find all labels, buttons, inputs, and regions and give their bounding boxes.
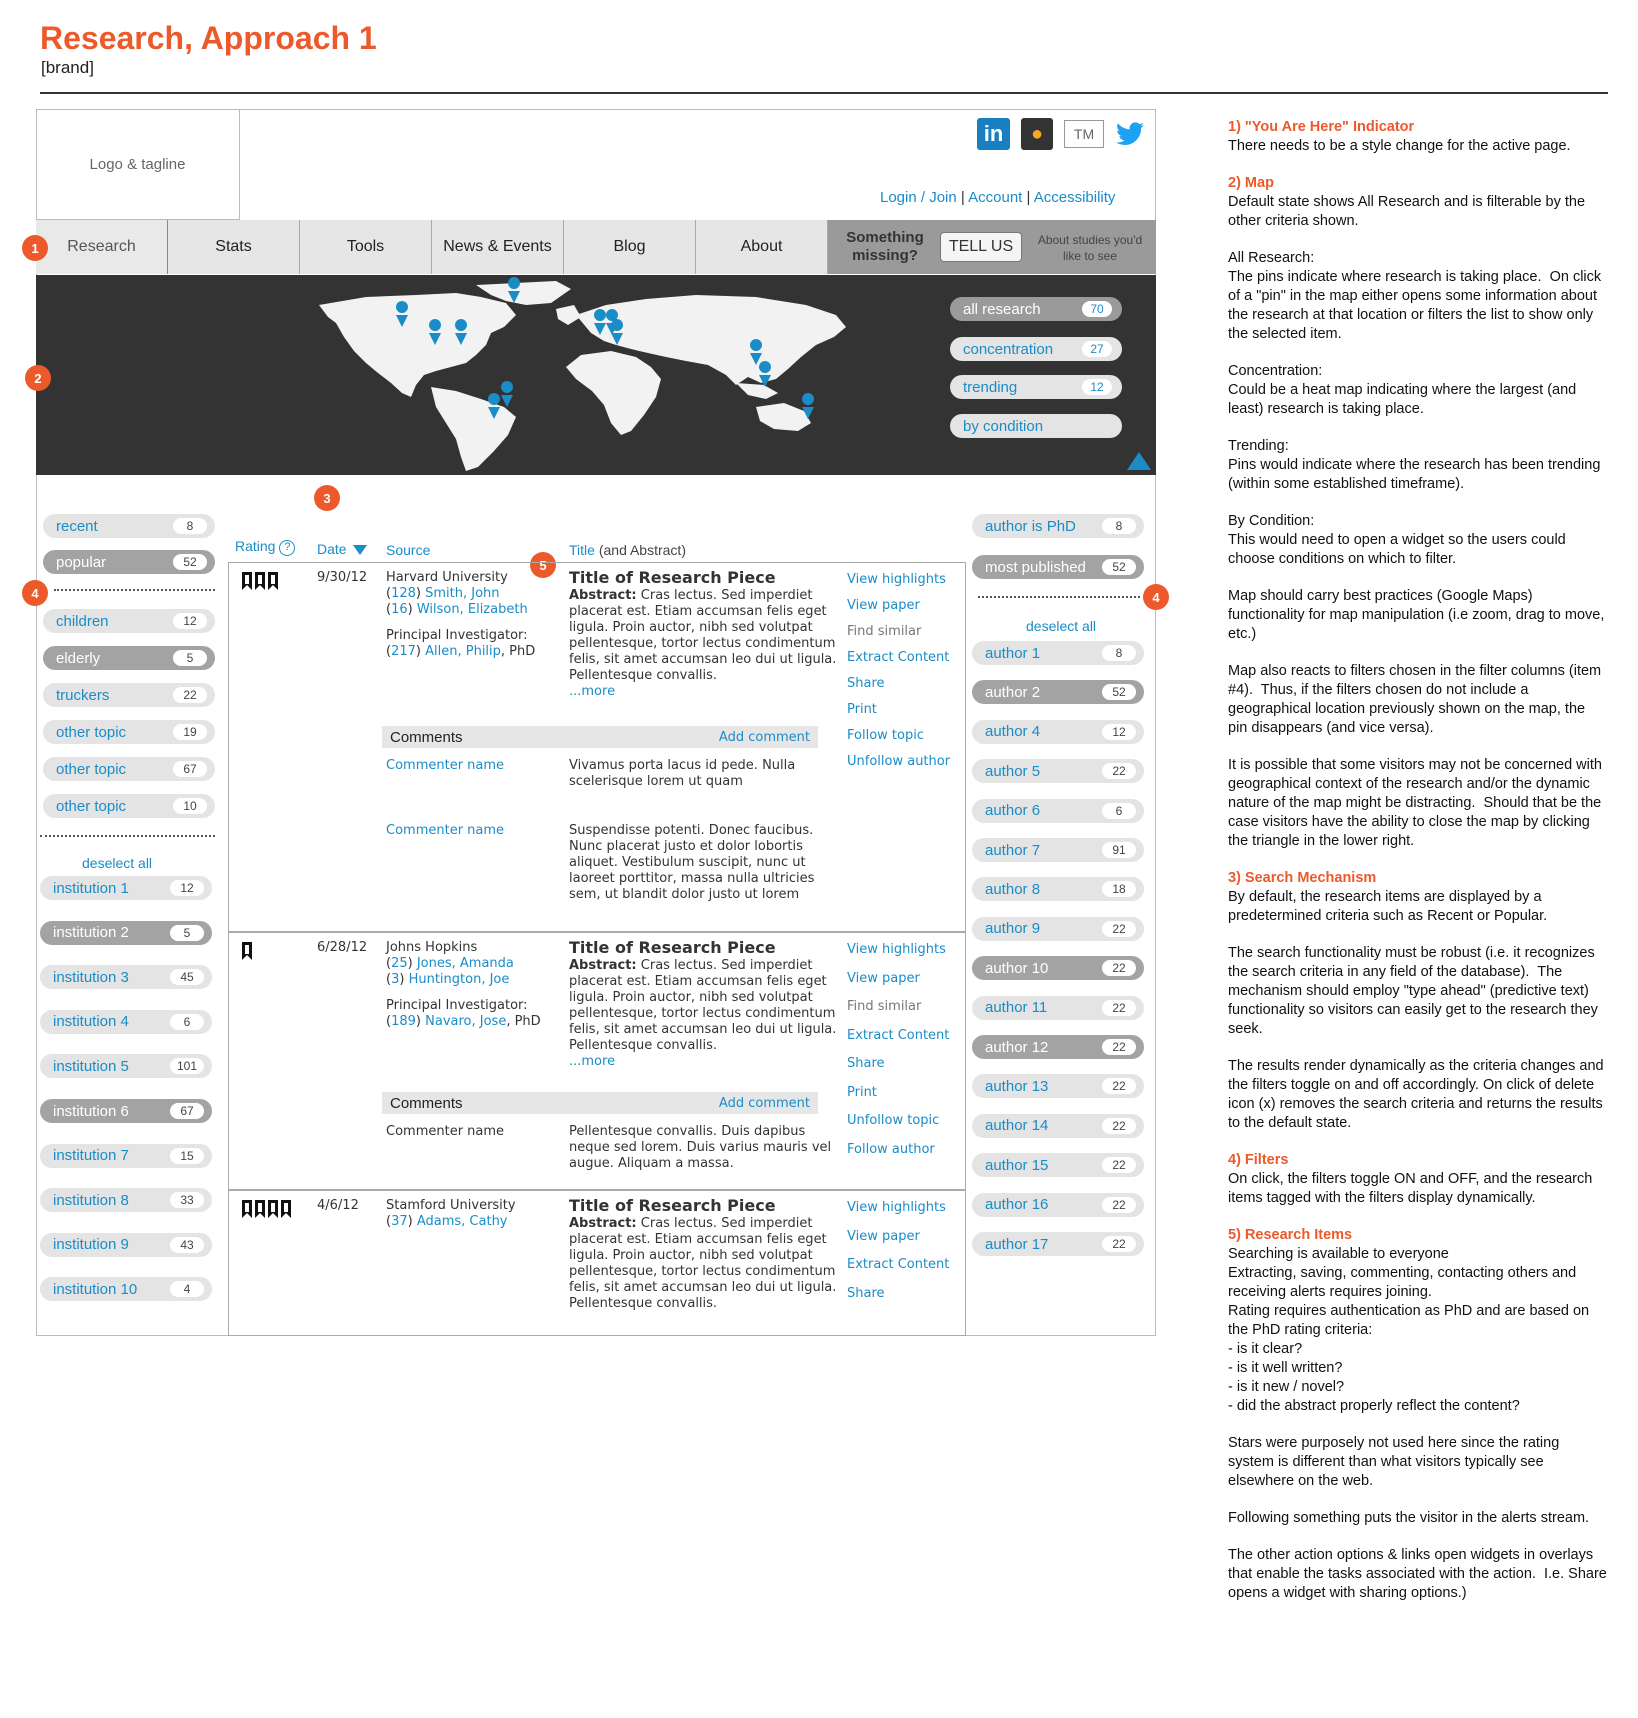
- bookmark-icon[interactable]: [281, 1200, 291, 1218]
- author-line[interactable]: (128) Smith, John: [386, 586, 500, 601]
- filter-label: author 12: [985, 1038, 1049, 1056]
- filter-count: 6: [170, 1014, 204, 1030]
- tab-about[interactable]: About: [696, 220, 828, 274]
- spacer: [386, 988, 556, 998]
- author-filter-9[interactable]: [972, 996, 1144, 1020]
- comment-text: Vivamus porta lacus id pede. Nulla scelerisque lorem ut quam: [569, 758, 796, 789]
- bookmark-icon[interactable]: [242, 1200, 252, 1218]
- filter-count: 33: [170, 1192, 204, 1208]
- link-separator: |: [956, 189, 969, 206]
- filter-count: 4: [170, 1281, 204, 1297]
- title-header-label: Title: [569, 542, 595, 558]
- author-filter-7[interactable]: [972, 917, 1144, 941]
- abstract-label: Abstract:: [569, 588, 637, 603]
- item-date: 4/6/12: [317, 1198, 359, 1213]
- action-follow-author[interactable]: Follow author: [847, 1141, 935, 1157]
- author-filter-2[interactable]: [972, 720, 1144, 744]
- institution-filter-8[interactable]: [40, 1233, 212, 1257]
- author-link[interactable]: Wilson, Elizabeth: [416, 602, 528, 617]
- annotation-badge-5: 5: [530, 552, 556, 578]
- author-filter-14[interactable]: [972, 1193, 1144, 1217]
- author-filter-1[interactable]: [972, 680, 1144, 704]
- map-toggle-label: trending: [963, 378, 1018, 396]
- action-print[interactable]: Print: [847, 1084, 877, 1100]
- brand-label: [brand]: [41, 58, 94, 77]
- filter-label: author 16: [985, 1196, 1049, 1214]
- filter-label: author 1: [985, 644, 1041, 662]
- author-filter-13[interactable]: [972, 1153, 1144, 1177]
- account-links: [880, 189, 1115, 206]
- filter-label: author 17: [985, 1235, 1049, 1253]
- item-date: 6/28/12: [317, 940, 368, 955]
- map-pin-icon: [501, 381, 513, 407]
- filter-label: recent: [56, 517, 98, 535]
- filter-label: author 9: [985, 920, 1041, 938]
- about-studies-label: About studies you'd like to see: [1037, 233, 1143, 263]
- topic-filter-3[interactable]: [43, 720, 215, 744]
- filter-count: 12: [170, 880, 204, 896]
- filter-count: 19: [173, 724, 207, 740]
- filter-count: 22: [1102, 1118, 1136, 1134]
- annotation-notes: [1228, 118, 1611, 1603]
- filter-count: 67: [170, 1103, 204, 1119]
- comment-text: Pellentesque convallis. Duis dapibus neque sed lorem. Duis varius mauris vel augue. Aliquam a massa.: [569, 1124, 832, 1171]
- filter-label: author 7: [985, 841, 1041, 859]
- author-line[interactable]: (3) Huntington, Joe: [386, 972, 510, 987]
- author-filter-15[interactable]: [972, 1232, 1144, 1256]
- pi-suffix: , PhD: [500, 644, 536, 659]
- note-paragraph: Concentration: Could be a heat map indicating where the largest (and least) research is taking place.: [1228, 363, 1577, 417]
- author-line[interactable]: (37) Adams, Cathy: [386, 1214, 508, 1229]
- institution-filter-1[interactable]: [40, 921, 212, 945]
- author-link[interactable]: Huntington, Joe: [408, 972, 510, 987]
- pi-suffix: , PhD: [506, 1014, 541, 1029]
- add-comment-link[interactable]: Add comment: [718, 729, 810, 745]
- filter-label: institution 6: [53, 1102, 129, 1120]
- filter-divider: [54, 589, 215, 591]
- item-abstract: [569, 958, 839, 1070]
- author-link[interactable]: Adams, Cathy: [416, 1214, 508, 1229]
- bookmark-icon[interactable]: [255, 572, 265, 590]
- note-heading: 1) "You Are Here" Indicator: [1228, 119, 1415, 135]
- title-divider: [40, 92, 1608, 94]
- note-paragraph: It is possible that some visitors may not be concerned with geographical context of the research and/or the dynamic nature of the map might be distracting. Should that be the case visitors have the ability to close the map by clicking the triangle in the lower right.: [1228, 757, 1606, 849]
- tab-blog[interactable]: Blog: [564, 220, 696, 274]
- filter-count: 5: [170, 925, 204, 941]
- filter-label: institution 9: [53, 1236, 129, 1254]
- author-count[interactable]: 25: [391, 956, 408, 971]
- more-link[interactable]: ...more: [569, 1054, 616, 1069]
- item-actions: [847, 572, 950, 780]
- filter-label: author 8: [985, 880, 1041, 898]
- note-paragraph: The search functionality must be robust (i.e. it recognizes the search criteria in any field of the database). The mechanism should employ "type ahead" (predictive text) functionality so visitors can easily get to the research they seek.: [1228, 945, 1602, 1037]
- action-unfollow-author[interactable]: Unfollow author: [847, 754, 951, 769]
- slideshare-icon[interactable]: ●: [1021, 118, 1053, 150]
- filter-count: 91: [1102, 842, 1136, 858]
- institution-filter-9[interactable]: [40, 1277, 212, 1301]
- author-filter-12[interactable]: [972, 1114, 1144, 1138]
- sort-descending-icon[interactable]: [353, 545, 367, 555]
- map-toggle-2[interactable]: [950, 375, 1122, 399]
- filter-label: author 15: [985, 1156, 1049, 1174]
- close-map-triangle-icon[interactable]: [1127, 452, 1151, 470]
- column-date[interactable]: [317, 541, 367, 557]
- author-link[interactable]: Smith, John: [425, 586, 500, 601]
- bookmark-icon[interactable]: [268, 572, 278, 590]
- note-paragraph: Following something puts the visitor in the alerts stream.: [1228, 1510, 1590, 1526]
- topic-filter-1[interactable]: [43, 646, 215, 670]
- institution-name: Harvard University: [386, 570, 508, 585]
- action-view-highlights[interactable]: View highlights: [847, 1200, 946, 1215]
- note-paragraph: By Condition: This would need to open a widget so the users could choose conditions on which to filter.: [1228, 513, 1566, 567]
- comments-label: Comments: [390, 1094, 463, 1112]
- filter-label: truckers: [56, 686, 110, 704]
- topic-filter-0[interactable]: [43, 609, 215, 633]
- note-paragraph: Trending: Pins would indicate where the research has been trending (within some established timeframe).: [1228, 438, 1601, 492]
- note-heading: 5) Research Items: [1228, 1227, 1353, 1243]
- map-toggle-3[interactable]: [950, 414, 1122, 438]
- note-heading: 3) Search Mechanism: [1228, 870, 1377, 886]
- action-share[interactable]: Share: [847, 1056, 885, 1071]
- help-icon[interactable]: ?: [279, 540, 295, 556]
- annotation-badge-2: 2: [25, 365, 51, 391]
- comments-bar: [382, 726, 818, 748]
- column-title[interactable]: [569, 542, 686, 558]
- item-abstract: [569, 588, 839, 700]
- filter-count: 18: [1102, 881, 1136, 897]
- item-source: [386, 940, 556, 1030]
- action-extract-content[interactable]: Extract Content: [847, 1257, 950, 1272]
- note-paragraph: Map should carry best practices (Google Maps) functionality for map manipulation (i.e zoom, drag to move, etc.): [1228, 588, 1609, 642]
- filter-label: author 11: [985, 999, 1048, 1017]
- filter-label: institution 10: [53, 1280, 138, 1298]
- item-source: [386, 570, 556, 660]
- filter-label: children: [56, 612, 109, 630]
- filter-label: institution 8: [53, 1191, 129, 1209]
- commenter-name[interactable]: Commenter name: [386, 823, 505, 838]
- note-paragraph: The results render dynamically as the criteria changes and the filters toggle on and off accordingly. On click of delete icon (x) removes the search criteria and returns the results to the default state.: [1228, 1058, 1608, 1131]
- pi-line[interactable]: (217) Allen, Philip, PhD: [386, 644, 536, 659]
- map-toggle-count: 27: [1082, 341, 1112, 357]
- filter-label: institution 2: [53, 924, 129, 942]
- institution-name: Stamford University: [386, 1198, 516, 1213]
- filter-count: 22: [1102, 1039, 1136, 1055]
- map-toggle-label: by condition: [963, 417, 1044, 435]
- author-count[interactable]: 37: [391, 1214, 408, 1229]
- pi-label: Principal Investigator:: [386, 998, 528, 1013]
- institution-name: Johns Hopkins: [386, 940, 478, 955]
- action-follow-topic[interactable]: Follow topic: [847, 728, 924, 743]
- item-actions: [847, 942, 949, 1170]
- tab-news-events[interactable]: News & Events: [432, 220, 564, 274]
- filter-label: institution 3: [53, 968, 129, 986]
- filter-label: author 13: [985, 1077, 1049, 1095]
- filter-label: institution 5: [53, 1057, 129, 1075]
- rating-bookmarks[interactable]: [242, 572, 278, 590]
- filter-count: 22: [1102, 1000, 1136, 1016]
- author-count[interactable]: 3: [391, 972, 400, 987]
- comments-bar: [382, 1092, 818, 1114]
- action-extract-content[interactable]: Extract Content: [847, 650, 950, 665]
- filter-label: author 5: [985, 762, 1041, 780]
- account-link[interactable]: Account: [968, 189, 1023, 206]
- author-filter-10[interactable]: [972, 1035, 1144, 1059]
- linkedin-icon[interactable]: in: [977, 118, 1010, 150]
- note-paragraph: By default, the research items are displayed by a predetermined criteria such as Recent or Popular.: [1228, 889, 1548, 924]
- filter-count: 22: [1102, 1157, 1136, 1173]
- filter-count: 8: [1102, 645, 1136, 661]
- column-rating[interactable]: [235, 538, 295, 556]
- action-view-paper[interactable]: View paper: [847, 1228, 920, 1244]
- filter-count: 67: [173, 761, 207, 777]
- comments-label: Comments: [390, 728, 463, 746]
- author-link[interactable]: Jones, Amanda: [416, 956, 514, 971]
- commenter-name[interactable]: Commenter name: [386, 758, 505, 773]
- filter-count: 52: [1102, 559, 1136, 575]
- note-paragraph: All Research: The pins indicate where research is taking place. On click of a "pin" in the map either opens some information about the research at that location or filters the list to show only the selected item.: [1228, 250, 1602, 342]
- filter-count: 52: [173, 554, 207, 570]
- bookmark-icon[interactable]: [268, 1200, 278, 1218]
- filter-count: 22: [1102, 960, 1136, 976]
- map-toggle-count: 12: [1082, 379, 1112, 395]
- note-heading: 2) Map: [1228, 175, 1274, 191]
- filter-count: 22: [1102, 1197, 1136, 1213]
- pi-count[interactable]: 189: [391, 1014, 416, 1029]
- filter-count: 12: [1102, 724, 1136, 740]
- item-title[interactable]: Title of Research Piece: [569, 568, 776, 587]
- pi-count[interactable]: 217: [391, 644, 416, 659]
- comment-text: Suspendisse potenti. Donec faucibus. Nunc placerat justo et dolor lobortis aliquet. Vestibulum suscipit, nunc ut laoreet porttitor, massa nulla ultricies sem, ut blandit dolor justo ut lorem: [569, 823, 815, 902]
- filter-label: elderly: [56, 649, 101, 667]
- item-source: [386, 1198, 556, 1230]
- page-title: Research, Approach 1: [40, 20, 377, 56]
- filter-label: author 2: [985, 683, 1041, 701]
- filter-count: 45: [170, 969, 204, 985]
- filter-count: 5: [173, 650, 207, 666]
- commenter-name[interactable]: Commenter name: [386, 1124, 505, 1139]
- filter-label: author is PhD: [985, 517, 1076, 535]
- deselect-all-left[interactable]: deselect all: [82, 855, 153, 871]
- rating-bookmarks[interactable]: [242, 942, 252, 960]
- rating-bookmarks[interactable]: [242, 1200, 291, 1218]
- filter-divider: [40, 835, 215, 837]
- filter-count: 43: [170, 1237, 204, 1253]
- action-view-paper[interactable]: View paper: [847, 970, 920, 986]
- twitter-icon[interactable]: [1115, 118, 1145, 150]
- more-link[interactable]: ...more: [569, 684, 616, 699]
- filter-count: 12: [173, 613, 207, 629]
- item-title[interactable]: Title of Research Piece: [569, 1196, 776, 1215]
- note-paragraph: On click, the filters toggle ON and OFF, and the research items tagged with the filters display dynamically.: [1228, 1171, 1597, 1206]
- tab-tools[interactable]: Tools: [300, 220, 432, 274]
- author-filter-0[interactable]: [972, 641, 1144, 665]
- action-share[interactable]: Share: [847, 1285, 885, 1301]
- bookmark-icon[interactable]: [242, 572, 252, 590]
- author-filter-11[interactable]: [972, 1074, 1144, 1098]
- column-source[interactable]: Source: [386, 542, 431, 558]
- author-top-filter-0[interactable]: [972, 514, 1144, 538]
- institution-filter-4[interactable]: [40, 1054, 212, 1078]
- filter-label: author 14: [985, 1117, 1049, 1135]
- author-filter-8[interactable]: [972, 956, 1144, 980]
- item-title[interactable]: Title of Research Piece: [569, 938, 776, 957]
- annotation-badge-1: 1: [22, 235, 48, 261]
- filter-label: author 10: [985, 959, 1049, 977]
- trademark-icon[interactable]: TM: [1064, 120, 1104, 148]
- login-join-link[interactable]: Login / Join: [880, 189, 957, 206]
- topic-filter-2[interactable]: [43, 683, 215, 707]
- map-toggle-label: all research: [963, 300, 1041, 318]
- filter-count: 22: [173, 687, 207, 703]
- institution-filter-2[interactable]: [40, 965, 212, 989]
- abstract-text: Cras lectus. Sed imperdiet placerat est. Etiam accumsan felis eget ligula. Proin auctor, nibh sed volutpat pellentesque, tortor lectus condimentum felis, sit amet accumsan leo dui ut ligula. Pellentesque convallis.: [569, 588, 837, 683]
- filter-count: 22: [1102, 921, 1136, 937]
- author-filter-3[interactable]: [972, 759, 1144, 783]
- map-toggle-1[interactable]: [950, 337, 1122, 361]
- pi-label: Principal Investigator:: [386, 628, 528, 643]
- action-share[interactable]: Share: [847, 676, 885, 691]
- action-view-highlights[interactable]: View highlights: [847, 942, 946, 957]
- filter-count: 101: [170, 1058, 204, 1074]
- note-paragraph: Map also reacts to filters chosen in the filter columns (item #4). Thus, if the filters chosen do not include a geographical location previously shown on the map, the pin disappears (and vice versa).: [1228, 663, 1606, 736]
- filter-label: institution 7: [53, 1147, 129, 1165]
- item-actions: [847, 1200, 949, 1314]
- institution-filter-7[interactable]: [40, 1188, 212, 1212]
- item-date: 9/30/12: [317, 570, 368, 585]
- add-comment-link[interactable]: Add comment: [718, 1095, 810, 1111]
- filter-label: popular: [56, 553, 107, 571]
- tab-stats[interactable]: Stats: [168, 220, 300, 274]
- author-filter-5[interactable]: [972, 838, 1144, 862]
- pi-line[interactable]: (189) Navaro, Jose, PhD: [386, 1014, 541, 1029]
- filter-label: author 4: [985, 723, 1041, 741]
- filter-count: 22: [1102, 763, 1136, 779]
- author-filter-4[interactable]: [972, 799, 1144, 823]
- tell-us-button[interactable]: TELL US: [940, 232, 1022, 262]
- sort-filter-0[interactable]: [43, 514, 215, 538]
- author-filter-6[interactable]: [972, 877, 1144, 901]
- abstract-label: Abstract:: [569, 1216, 637, 1231]
- filter-label: institution 1: [53, 879, 129, 897]
- filter-label: author 6: [985, 802, 1041, 820]
- map-toggle-label: concentration: [963, 340, 1054, 358]
- filter-label: most published: [985, 558, 1086, 576]
- abstract-label: Abstract:: [569, 958, 637, 973]
- topic-filter-4[interactable]: [43, 757, 215, 781]
- logo-placeholder[interactable]: Logo & tagline: [36, 109, 240, 220]
- map-toggle-count: 70: [1082, 301, 1112, 317]
- filter-count: 6: [1102, 803, 1136, 819]
- something-missing-label: Something missing?: [846, 229, 924, 264]
- note-paragraph: Searching is available to everyone Extracting, saving, commenting, contacting others and receiving alerts requires joining. Rating requires authentication as PhD and are based on the PhD rating criteria: - is it clear? - is it well written? - is it new / novel? - did the abstract properly reflect the content?: [1228, 1246, 1590, 1414]
- pi-link[interactable]: Allen, Philip: [425, 644, 501, 659]
- rating-header-label: Rating: [235, 538, 276, 554]
- note-heading: 4) Filters: [1228, 1152, 1289, 1168]
- institution-filter-0[interactable]: [40, 876, 212, 900]
- filter-count: 15: [170, 1148, 204, 1164]
- filter-count: 8: [1102, 518, 1136, 534]
- filter-count: 10: [173, 798, 207, 814]
- action-find-similar[interactable]: Find similar: [847, 999, 922, 1014]
- annotation-badge-3: 3: [314, 485, 340, 511]
- note-paragraph: There needs to be a style change for the active page.: [1228, 138, 1571, 154]
- title-header-suffix: (and Abstract): [598, 542, 686, 558]
- filter-count: 22: [1102, 1236, 1136, 1252]
- deselect-all-right[interactable]: deselect all: [1026, 618, 1097, 634]
- author-line[interactable]: (25) Jones, Amanda: [386, 956, 514, 971]
- tab-research[interactable]: Research: [36, 220, 168, 274]
- topic-filter-5[interactable]: [43, 794, 215, 818]
- institution-filter-5[interactable]: [40, 1099, 212, 1123]
- institution-filter-3[interactable]: [40, 1010, 212, 1034]
- bookmark-icon[interactable]: [242, 942, 252, 960]
- abstract-text: Cras lectus. Sed imperdiet placerat est. Etiam accumsan felis eget ligula. Proin auctor, nibh sed volutpat pellentesque, tortor lectus condimentum felis, sit amet accumsan leo dui ut ligula. Pellentesque convallis.: [569, 1216, 837, 1311]
- author-line[interactable]: (16) Wilson, Elizabeth: [386, 602, 528, 617]
- filter-count: 8: [173, 518, 207, 534]
- spacer: [386, 618, 556, 628]
- action-print[interactable]: Print: [847, 702, 877, 717]
- sort-filter-1[interactable]: [43, 550, 215, 574]
- author-top-filter-1[interactable]: [972, 555, 1144, 579]
- author-count[interactable]: 128: [391, 586, 416, 601]
- filter-count: 22: [1102, 1078, 1136, 1094]
- author-count[interactable]: 16: [391, 602, 408, 617]
- accessibility-link[interactable]: Accessibility: [1033, 189, 1116, 206]
- date-header-label: Date: [317, 541, 347, 557]
- link-separator: |: [1022, 189, 1034, 206]
- action-unfollow-topic[interactable]: Unfollow topic: [847, 1113, 940, 1128]
- annotation-badge-4-left: 4: [22, 580, 48, 606]
- map-toggle-0[interactable]: [950, 297, 1122, 321]
- note-paragraph: Default state shows All Research and is filterable by the other criteria shown.: [1228, 194, 1590, 229]
- filter-count: 52: [1102, 684, 1136, 700]
- action-extract-content[interactable]: Extract Content: [847, 1027, 950, 1043]
- filter-label: institution 4: [53, 1013, 129, 1031]
- action-view-paper[interactable]: View paper: [847, 598, 920, 613]
- note-paragraph: The other action options & links open widgets in overlays that enable the tasks associated with the action. I.e. Share opens a widget with sharing options.): [1228, 1547, 1611, 1601]
- filter-divider: [978, 596, 1140, 598]
- filter-label: other topic: [56, 797, 127, 815]
- filter-label: other topic: [56, 760, 127, 778]
- item-abstract: [569, 1216, 839, 1312]
- pi-link[interactable]: Navaro, Jose: [425, 1014, 507, 1029]
- bookmark-icon[interactable]: [255, 1200, 265, 1218]
- note-paragraph: Stars were purposely not used here since the rating system is different than what visitors typically see elsewhere on the web.: [1228, 1435, 1564, 1489]
- action-view-highlights[interactable]: View highlights: [847, 572, 946, 587]
- abstract-text: Cras lectus. Sed imperdiet placerat est. Etiam accumsan felis eget ligula. Proin auctor, nibh sed volutpat pellentesque, tortor lectus condimentum felis, sit amet accumsan leo dui ut ligula. Pellentesque convallis.: [569, 958, 837, 1053]
- institution-filter-6[interactable]: [40, 1144, 212, 1168]
- annotation-badge-4-right: 4: [1143, 584, 1169, 610]
- filter-label: other topic: [56, 723, 127, 741]
- action-find-similar[interactable]: Find similar: [847, 624, 922, 639]
